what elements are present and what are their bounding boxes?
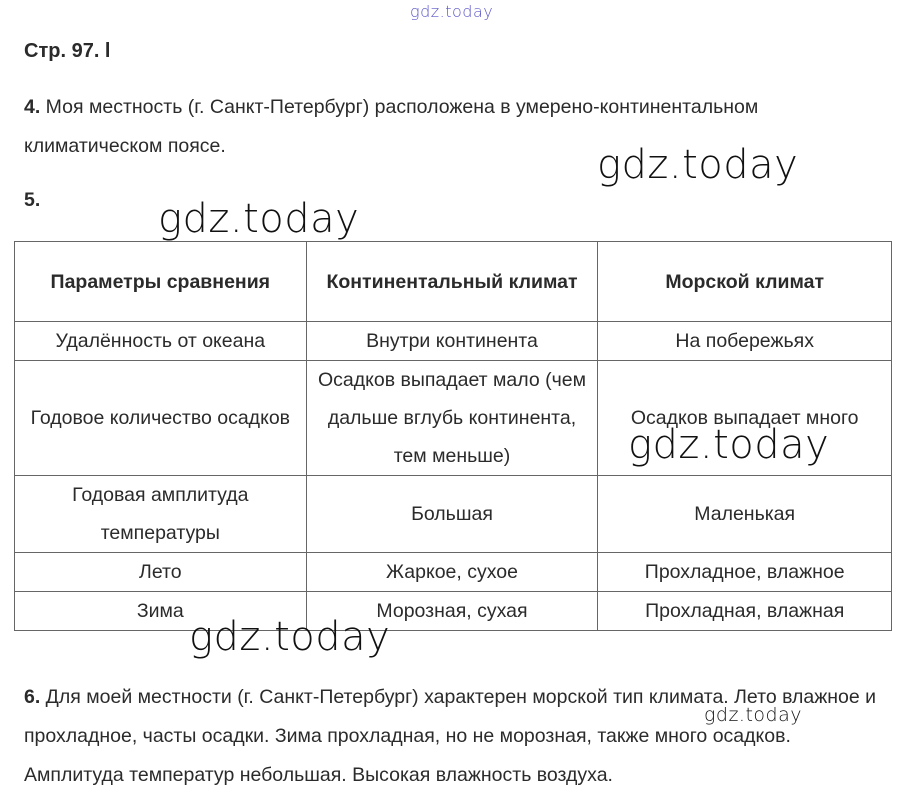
table-row [15,476,892,553]
table-cell: Внутри континента [306,322,598,361]
task-4-text: Моя местность (г. Санкт-Петербург) расположена в умерено-континентальном климатическом поясе. [24,96,759,157]
table-header-cell: Морской климат [598,242,892,322]
table-cell: Прохладное, влажное [598,553,892,592]
watermark: gdz.today [189,614,391,660]
table-row [15,322,892,361]
watermark: gdz.today [628,422,830,468]
table-header-row [15,242,892,322]
table-cell: Лето [15,553,307,592]
watermark: gdz.today [158,196,360,242]
table-cell: Жаркое, сухое [306,553,598,592]
table-cell: Зима [15,592,307,631]
table-cell: Годовое количество осадков [15,361,307,476]
table-cell: На побережьях [598,322,892,361]
table-header-cell: Параметры сравнения [15,242,307,322]
task-6-number: 6. [24,686,41,708]
table-cell: Осадков выпадает мало (чем дальше вглубь континента, тем меньше) [306,361,598,476]
table-cell: Морозная, сухая [306,592,598,631]
table-cell: Удалённость от океана [15,322,307,361]
task-6-paragraph [24,678,884,795]
task-5-number: 5. [24,189,41,211]
table-header-cell: Континентальный климат [306,242,598,322]
table-cell: Прохладная, влажная [598,592,892,631]
watermark: gdz.today [704,704,802,726]
watermark-top: gdz.today [410,2,494,21]
task-4-number: 4. [24,96,41,118]
task-6-text: Для моей местности (г. Санкт-Петербург) характерен морской тип климата. Лето влажное и прохладное, часты осадки. Зима прохладная, но не морозная, также много осадков. Амплитуда температур небольшая. Высокая влажность воздуха. [24,686,877,786]
table-row [15,592,892,631]
table-cell: Большая [306,476,598,553]
watermark: gdz.today [597,142,799,188]
table-cell: Годовая амплитуда температуры [15,476,307,553]
table-row [15,553,892,592]
table-cell: Осадков выпадает много [598,361,892,476]
page-heading: Стр. 97. l [24,40,111,62]
table-cell: Маленькая [598,476,892,553]
